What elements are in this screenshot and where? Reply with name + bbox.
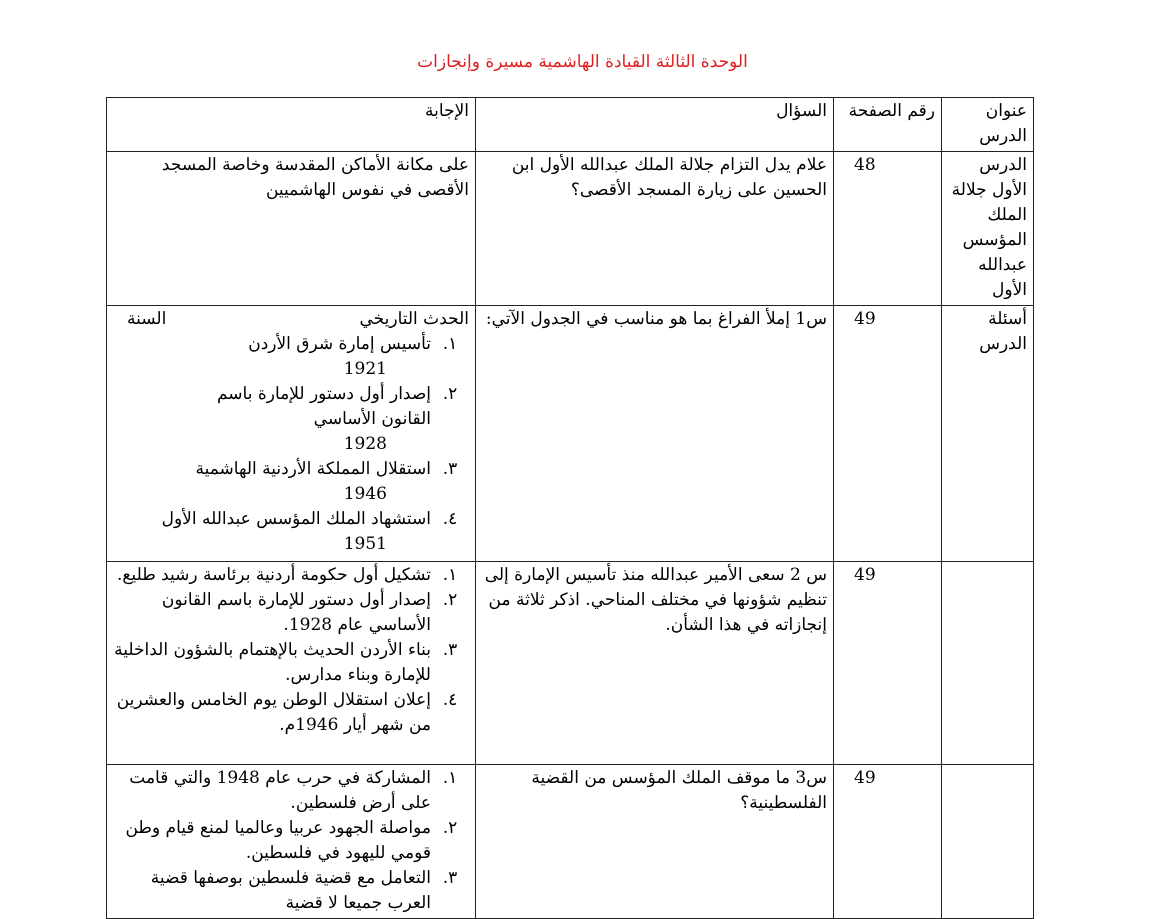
item-text: إصدار أول دستور للإمارة باسم القانون الأساسي xyxy=(216,384,431,429)
lesson-table xyxy=(106,97,1034,919)
question-cell: س3 ما موقف الملك المؤسس من القضية الفلسطينية؟ xyxy=(476,765,834,919)
answer-cell xyxy=(107,562,476,765)
event-header: الحدث التاريخي xyxy=(359,309,469,329)
page-cell xyxy=(834,152,942,306)
item-number: ١. xyxy=(442,334,458,354)
table-header-row xyxy=(107,98,1034,152)
lesson-cell xyxy=(942,562,1034,765)
page-cell xyxy=(834,765,942,919)
lesson-cell: أسئلة الدرس xyxy=(942,306,1034,562)
header-answer: الإجابة xyxy=(107,98,476,152)
item-text: تأسيس إمارة شرق الأردن xyxy=(248,334,431,354)
answer-subheader xyxy=(113,307,469,332)
list-item xyxy=(113,457,469,482)
item-number: ٢. xyxy=(442,590,458,610)
list-item xyxy=(113,766,469,816)
header-page: رقم الصفحة xyxy=(834,98,942,152)
item-number: ٢. xyxy=(442,384,458,404)
page-cell xyxy=(834,562,942,765)
table-row xyxy=(107,562,1034,765)
list-item xyxy=(113,507,469,532)
list-item xyxy=(113,688,469,738)
item-text: استشهاد الملك المؤسس عبدالله الأول xyxy=(161,509,431,529)
item-year: 1951 xyxy=(343,534,387,554)
item-text: المشاركة في حرب عام 1948 والتي قامت على أرض فلسطين. xyxy=(129,768,431,813)
question-cell: س 2 سعى الأمير عبدالله منذ تأسيس الإمارة إلى تنظيم شؤونها في مختلف المناحي. اذكر ثلاثة من إنجازاته في هذا الشأن. xyxy=(476,562,834,765)
item-number: ٤. xyxy=(442,509,458,529)
header-question: السؤال xyxy=(476,98,834,152)
page-number: 49 xyxy=(854,565,876,585)
item-number: ٣. xyxy=(442,868,458,888)
page-number: 49 xyxy=(854,309,876,329)
item-number: ١. xyxy=(442,768,458,788)
question-cell: علام يدل التزام جلالة الملك عبدالله الأول ابن الحسين على زيارة المسجد الأقصى؟ xyxy=(476,152,834,306)
answer-cell xyxy=(107,765,476,919)
list-item xyxy=(113,866,469,916)
item-text: بناء الأردن الحديث بالإهتمام بالشؤون الداخلية للإمارة وبناء مدارس. xyxy=(114,640,431,685)
item-number: ٤. xyxy=(442,690,458,710)
item-text: استقلال المملكة الأردنية الهاشمية xyxy=(195,459,431,479)
lesson-cell xyxy=(942,765,1034,919)
page-number: 49 xyxy=(854,768,876,788)
item-number: ٣. xyxy=(442,640,458,660)
header-lesson: عنوان الدرس xyxy=(942,98,1034,152)
item-year: 1928 xyxy=(343,434,387,454)
lesson-cell: الدرس الأول جلالة الملك المؤسس عبدالله الأول xyxy=(942,152,1034,306)
item-text: إصدار أول دستور للإمارة باسم القانون الأساسي عام 1928. xyxy=(161,590,431,635)
item-year: 1921 xyxy=(343,359,387,379)
answer-cell: على مكانة الأماكن المقدسة وخاصة المسجد الأقصى في نفوس الهاشميين xyxy=(107,152,476,306)
document-title: الوحدة الثالثة القيادة الهاشمية مسيرة وإنجازات xyxy=(417,52,748,72)
list-item xyxy=(113,332,469,357)
item-number: ٢. xyxy=(442,818,458,838)
list-item xyxy=(113,382,469,432)
item-text: تشكيل أول حكومة أردنية برئاسة رشيد طليع. xyxy=(116,565,431,585)
page-number: 48 xyxy=(854,155,876,175)
item-number: ١. xyxy=(442,565,458,585)
question-cell: س1 إملأ الفراغ بما هو مناسب في الجدول الآتي: xyxy=(476,306,834,562)
item-year: 1946 xyxy=(343,484,387,504)
table-row xyxy=(107,306,1034,562)
table-row xyxy=(107,152,1034,306)
list-item xyxy=(113,588,469,638)
answer-cell xyxy=(107,306,476,562)
page-cell xyxy=(834,306,942,562)
table-row xyxy=(107,765,1034,919)
item-text: مواصلة الجهود عربيا وعالميا لمنع قيام وطن قومي لليهود في فلسطين. xyxy=(125,818,431,863)
item-number: ٣. xyxy=(442,459,458,479)
item-text: التعامل مع قضية فلسطين بوصفها قضية العرب جميعا لا قضية xyxy=(150,868,431,913)
list-item xyxy=(113,563,469,588)
item-text: إعلان استقلال الوطن يوم الخامس والعشرين من شهر أيار 1946م. xyxy=(116,690,431,735)
list-item xyxy=(113,638,469,688)
list-item xyxy=(113,816,469,866)
year-header: السنة xyxy=(127,309,167,329)
